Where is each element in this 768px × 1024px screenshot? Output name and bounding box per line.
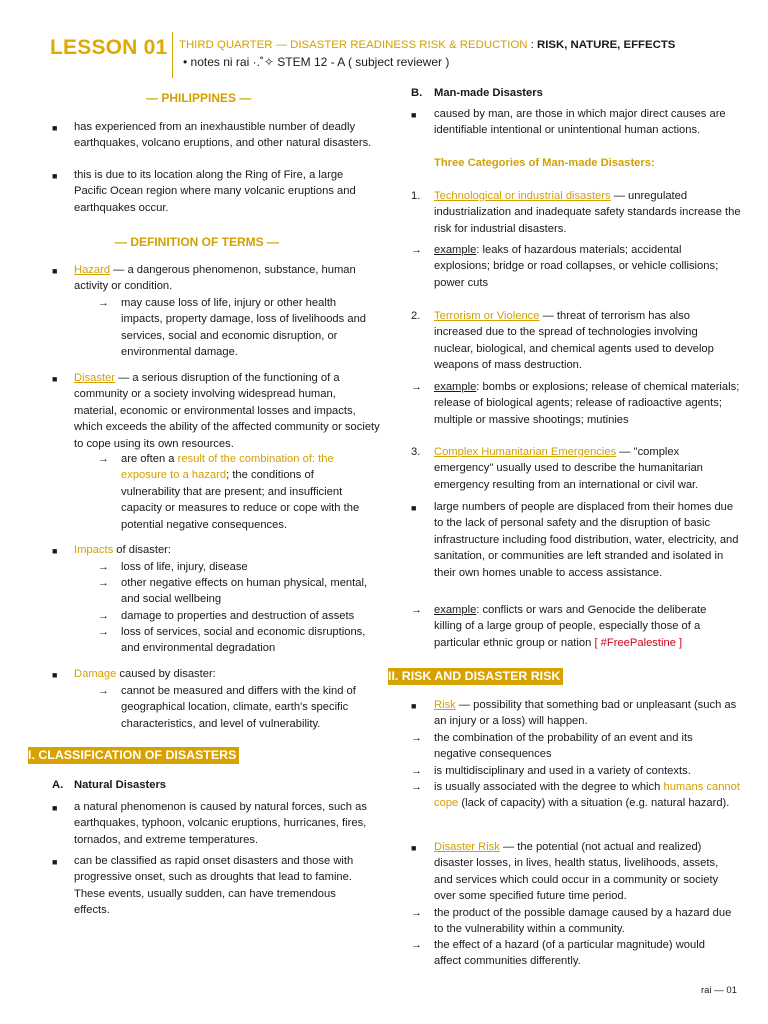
header-topic: RISK, NATURE, EFFECTS [537, 39, 676, 51]
complex-bullet: large numbers of people are displaced from their homes due to the lack of personal safety and the disruption of basic infrastructure including food distribution, water, electricity, and sanitation, or communities are left stranded and isolated in their own homes unable to access assistance. [434, 501, 739, 579]
ph-bullet-1: has experienced from an inexhaustible number of deadly earthquakes, volcano eruptions, and other natural disasters. [74, 121, 372, 150]
terrorism-text: — threat of terrorism has also increased due to the spread of technologies involving nuclear, biological, and chemical agents used to develop weapons of mass destruction. [434, 310, 714, 372]
complex-text: — "complex emergency" usually used to describe the humanitarian emergency resulting from an international or civil war. [434, 446, 703, 491]
bullet-square: ■ [411, 843, 417, 853]
header-notes: • notes ni rai ·.˚✧ STEM 12 - A ( subject reviewer ) [183, 55, 450, 69]
arrow-icon: → [411, 732, 422, 744]
impacts-item-1: loss of life, injury, disease [121, 561, 248, 573]
bullet-square: ■ [411, 110, 417, 120]
three-categories-heading: Three Categories of Man-made Disasters: [434, 157, 655, 169]
disaster-risk-definition [434, 839, 734, 905]
disaster-arrow-highlight: result of the combination of: the exposure to a hazard [121, 453, 334, 482]
header-divider [172, 32, 173, 78]
bullet-square: ■ [52, 171, 58, 181]
damage-arrow-note: cannot be measured and differs with the kind of geographical location, climate, earth's specific characteristics, and level of vulnerability. [121, 685, 356, 730]
disaster-text: — a serious disruption of the functioning of a community or a society involving widespread human, material, economic or environmental losses and impacts, which exceeds the ability of the affected community or society to cope using its own resources. [74, 372, 380, 450]
disaster-arrow-note [121, 451, 373, 533]
natural-letter: A. [52, 779, 64, 791]
bullet-square: ■ [52, 123, 58, 133]
arrow-icon: → [98, 610, 109, 622]
arrow-icon: → [411, 781, 422, 793]
natural-bullet-1: a natural phenomenon is caused by natural forces, such as earthquakes, typhoon, volcanic eruptions, hurricanes, fires, tornados, and extreme temperatures. [74, 801, 367, 846]
risk-arrow-2: is multidisciplinary and used in a variety of contexts. [434, 765, 691, 777]
example-label: example [434, 604, 477, 616]
technological-text: — unregulated industrialization and inadequate safety standards increase the risk for industrial disasters. [434, 190, 741, 235]
arrow-icon: → [411, 381, 422, 393]
risk-arrow-3-pre: is usually associated with the degree to which [434, 781, 664, 793]
terrorism-term: Terrorism or Violence [434, 310, 540, 322]
category-number: 3. [411, 446, 421, 458]
risk-term: Risk [434, 699, 456, 711]
risk-banner: II. RISK AND DISASTER RISK [388, 668, 563, 685]
bullet-square: ■ [411, 503, 417, 513]
category-complex [434, 444, 734, 493]
arrow-icon: → [98, 626, 109, 638]
damage-definition [74, 666, 374, 682]
arrow-icon: → [98, 577, 109, 589]
bullet-square: ■ [52, 546, 58, 556]
example-label: example [434, 381, 477, 393]
disaster-term: Disaster [74, 372, 116, 384]
natural-bullet-2: can be classified as rapid onset disasters and those with progressive onset, such as droughts that lead to famine. These events, usually sudden, can have tremendous effects. [74, 855, 354, 917]
arrow-icon: → [98, 297, 109, 309]
category-number: 2. [411, 310, 421, 322]
bullet-square: ■ [52, 857, 58, 867]
risk-definition [434, 697, 740, 730]
technological-example [434, 242, 740, 291]
risk-arrow-3-highlight: humans cannot cope [434, 781, 740, 810]
category-technological [434, 188, 742, 237]
hazard-arrow-note: may cause loss of life, injury or other health impacts, property damage, loss of livelihoods and services, social and economic disruption, or environmental damage. [121, 297, 367, 359]
arrow-icon: → [411, 907, 422, 919]
disaster-risk-arrow-1: the product of the possible damage caused by a hazard due to the vulnerability within a community. [434, 907, 732, 936]
impacts-term: Impacts [74, 544, 114, 556]
damage-text: caused by disaster: [116, 668, 216, 680]
bullet-square: ■ [52, 670, 58, 680]
classification-banner: I. CLASSIFICATION OF DISASTERS [28, 747, 239, 764]
risk-arrow-1: the combination of the probability of an event and its negative consequences [434, 732, 693, 761]
arrow-icon: → [98, 685, 109, 697]
arrow-icon: → [411, 939, 422, 951]
terrorism-example [434, 379, 744, 428]
bullet-square: ■ [52, 803, 58, 813]
hazard-text: — a dangerous phenomenon, substance, human activity or condition. [74, 264, 356, 293]
technological-term: Technological or industrial disasters [434, 190, 611, 202]
impacts-text: of disaster: [113, 544, 171, 556]
ph-bullet-2: this is due to its location along the Ring of Fire, a large Pacific Ocean region where many volcanic eruptions and earthquakes occur. [74, 169, 356, 214]
arrow-icon: → [411, 244, 422, 256]
bullet-square: ■ [52, 374, 58, 384]
free-palestine-tag: [ #FreePalestine ] [594, 636, 683, 649]
manmade-heading: Man-made Disasters [434, 87, 543, 99]
complex-example-text: : conflicts or wars and Genocide the deliberate killing of a large group of people, especially those of a particular ethnic group or nation [434, 604, 707, 649]
disaster-arrow-post: ; the conditions of vulnerability that are present; and insufficient capacity or measures to reduce or cope with the potential negative consequences. [121, 469, 360, 531]
impacts-item-3: damage to properties and destruction of assets [121, 610, 355, 622]
manmade-letter: B. [411, 87, 423, 99]
category-terrorism [434, 308, 738, 374]
terrorism-example-text: : bombs or explosions; release of chemical materials; release of biological agents; release of radioactive agents; multiple or massive shootings; mutinies [434, 381, 740, 426]
header-subtitle [179, 37, 675, 53]
disaster-definition [74, 370, 380, 452]
arrow-icon: → [98, 453, 109, 465]
disaster-arrow-pre: are often a [121, 453, 178, 465]
philippines-heading: — PHILIPPINES — [146, 91, 252, 105]
header-course: THIRD QUARTER — DISASTER READINESS RISK & REDUCTION [179, 39, 528, 51]
category-number: 1. [411, 190, 421, 202]
bullet-square: ■ [52, 266, 58, 276]
example-label: example [434, 244, 477, 256]
page-footer: rai — 01 [701, 985, 737, 996]
definition-heading: — DEFINITION OF TERMS — [115, 235, 279, 249]
arrow-icon: → [411, 765, 422, 777]
impacts-definition [74, 542, 374, 558]
technological-example-text: : leaks of hazardous materials; accidental explosions; bridge or road collapses, or vehicle collisions; power cuts [434, 244, 719, 289]
disaster-risk-arrow-2: the effect of a hazard (of a particular magnitude) would affect communities differently. [434, 939, 705, 968]
hazard-term: Hazard [74, 264, 111, 276]
disaster-risk-term: Disaster Risk [434, 841, 500, 853]
header-sep: : [527, 39, 538, 51]
manmade-bullet-1: caused by man, are those in which major direct causes are identifiable intentional or unintentional human actions. [434, 108, 726, 137]
complex-term: Complex Humanitarian Emergencies [434, 446, 617, 458]
natural-heading: Natural Disasters [74, 779, 167, 791]
complex-example [434, 602, 734, 651]
risk-arrow-3-post: (lack of capacity) with a situation (e.g. natural hazard). [458, 797, 730, 810]
arrow-icon: → [98, 561, 109, 573]
damage-term: Damage [74, 668, 117, 680]
risk-text: — possibility that something bad or unpleasant (such as an injury or a loss) will happen. [434, 699, 737, 728]
hazard-definition [74, 262, 374, 295]
bullet-square: ■ [411, 701, 417, 711]
arrow-icon: → [411, 604, 422, 616]
lesson-title: LESSON 01 [50, 36, 168, 59]
disaster-risk-text: — the potential (not actual and realized) disaster losses, in lives, health status, livelihoods, assets, and services which could occur in a community or society over some specified future time period. [434, 841, 719, 903]
impacts-item-2: other negative effects on human physical, mental, and social wellbeing [121, 577, 368, 606]
impacts-item-4: loss of services, social and economic disruptions, and environmental degradation [121, 626, 366, 655]
risk-arrow-3 [434, 779, 740, 812]
